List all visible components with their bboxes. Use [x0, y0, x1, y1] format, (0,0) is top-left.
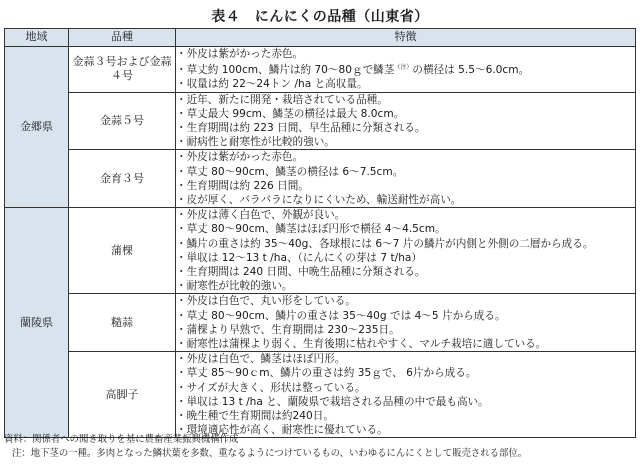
- feature-line: ・外皮は紫がかった赤色。: [176, 151, 304, 164]
- feature-line: ・外皮は白色で、丸い形をしている。: [176, 295, 356, 308]
- feature-line: ・耐寒性は蒲棵より弱く、生育後期に枯れやすく、マルチ栽培に適している。: [176, 338, 547, 351]
- feature-line: ・草丈 80～90cm、鱗片の重さは 35～40g では 4～5 片から成る。: [176, 309, 506, 322]
- header-region: 地域: [5, 29, 69, 47]
- features-cell: [176, 208, 636, 294]
- variety-table: [4, 28, 636, 438]
- variety-cell: 金育３号: [69, 150, 176, 208]
- table-row: [5, 208, 636, 294]
- feature-line: ・耐病性と耐寒性が比較的強い。: [176, 136, 335, 149]
- variety-cell: 糙蒜: [69, 294, 176, 352]
- source-note: 資料：関係者への聞き取りを基に農畜産業振興機構作成: [4, 434, 239, 445]
- header-features: 特徴: [176, 29, 636, 47]
- region-cell: 金郷県: [5, 47, 69, 208]
- features-cell: [176, 92, 636, 150]
- feature-line: ・皮が厚く、バラバラになりにくいため、輸送耐性が高い。: [176, 194, 462, 207]
- features-cell: [176, 47, 636, 93]
- features-cell: [176, 294, 636, 352]
- region-cell: 蘭陵県: [5, 208, 69, 438]
- feature-line: ・草丈最大 99cm、鱗茎の横径は最大 8.0cm。: [176, 107, 405, 120]
- variety-name: 金蒜３号および金蒜４号: [72, 55, 172, 83]
- variety-cell: 高脚子: [69, 352, 176, 438]
- feature-line: ・草丈 85～90ｃm、鱗片の重さは約 35ｇで、 6片から成る。: [176, 367, 477, 380]
- variety-cell: [69, 47, 176, 93]
- note-mark: （注）: [394, 64, 413, 72]
- features-cell: [176, 352, 636, 438]
- table-row: [5, 294, 636, 352]
- features-cell: [176, 150, 636, 208]
- table-row: [5, 47, 636, 93]
- header-variety: 品種: [69, 29, 176, 47]
- table-row: [5, 352, 636, 438]
- feature-line: ・草丈 80～90cm、鱗茎はほぼ円形で横径 4～4.5cm。: [176, 223, 446, 236]
- variety-cell: 蒲棵: [69, 208, 176, 294]
- feature-line: ・草丈 80～90cm、鱗茎の横径は 6～7.5cm。: [176, 165, 404, 178]
- table-notes: [4, 433, 636, 461]
- table-row: [5, 150, 636, 208]
- table-title: 表４ にんにくの品種（山東省）: [211, 9, 429, 25]
- variety-cell: 金蒜５号: [69, 92, 176, 150]
- feature-line: ・サイズが大きく、形状は整っている。: [176, 381, 366, 394]
- feature-line: ・草丈約 100cm、鱗片は約 70～80ｇで鱗茎$^{(注)}$の横径は 5.5～6.0cm。: [176, 64, 530, 77]
- feature-line: ・環境適応性が高く、耐寒性に優れている。: [176, 424, 388, 437]
- footnote: 注：地下茎の一種。多肉となった鱗状葉を多数、重なるようにつけているもの、いわゆるにんにくとして販売される部位。: [12, 448, 528, 459]
- feature-line: ・生育期間は約 226 日間。: [176, 179, 309, 192]
- feature-line: ・鱗片の重さは約 35～40g、各球根には 6～7 片の鱗片が内側と外側の二層から成る。: [176, 237, 594, 250]
- table-row: [5, 92, 636, 150]
- feature-line: ・外皮は白色で、鱗茎はほぼ円形。: [176, 353, 346, 366]
- feature-line: ・収量は約 22～24トン /ha と高収量。: [176, 78, 368, 91]
- feature-line: ・耐寒性が比較的強い。: [176, 280, 293, 293]
- feature-line: ・晩生種で生育期間は約240日。: [176, 410, 334, 423]
- header-row: [5, 29, 636, 47]
- feature-line: ・近年、新たに開発・栽培されている品種。: [176, 93, 388, 106]
- feature-line: ・単収は 13 t /ha と、蘭陵県で栽培される品種の中で最も高い。: [176, 395, 489, 408]
- feature-line: ・蒲棵より早熟で、生育期間は 230～235日。: [176, 323, 400, 336]
- feature-line: ・外皮は紫がかった赤色。: [176, 48, 304, 60]
- feature-line: ・単収は 12～13 t /ha、（にんにくの芽は 7 t/ha）: [176, 251, 423, 264]
- feature-line: ・生育期間は約 223 日間、早生品種に分類される。: [176, 122, 426, 135]
- feature-line: ・外皮は薄く白色で、外観が良い。: [176, 209, 346, 222]
- feature-line: ・生育期間は 240 日間、中晩生品種に分類される。: [176, 266, 426, 279]
